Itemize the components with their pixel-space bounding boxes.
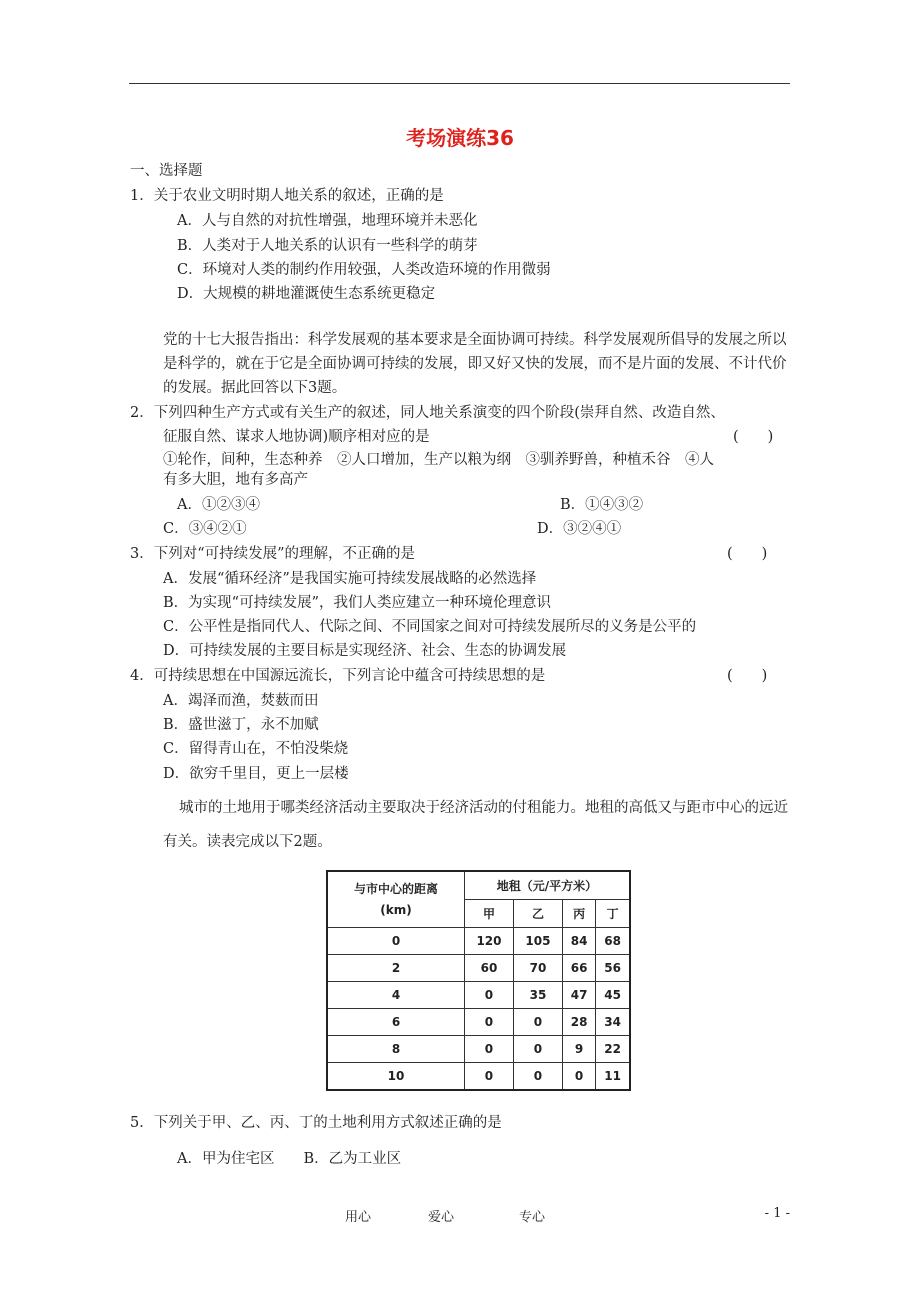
question-1-stem: 1．关于农业文明时期人地关系的叙述，正确的是 xyxy=(130,188,444,204)
header-jia: 甲 xyxy=(465,900,514,928)
question-4-option-b: B．盛世滋丁，永不加赋 xyxy=(163,717,319,733)
distance-cell: 2 xyxy=(327,955,465,982)
table-row xyxy=(327,1063,630,1091)
question-4-option-d: D．欲穷千里目，更上一层楼 xyxy=(163,766,349,782)
header-rule xyxy=(129,83,790,84)
question-2-items-line1: ①轮作，间种，生态种养 ②人口增加，生产以粮为纲 ③驯养野兽，种植禾谷 ④人 xyxy=(163,452,714,468)
rent-cell: 0 xyxy=(465,1036,514,1063)
question-1-option-b: B．人类对于人地关系的认识有一些科学的萌芽 xyxy=(177,238,478,254)
distance-header xyxy=(327,871,465,928)
distance-cell: 10 xyxy=(327,1063,465,1091)
rent-cell: 84 xyxy=(562,928,595,955)
question-2-option-a: A．①②③④ xyxy=(177,497,260,513)
rent-cell: 0 xyxy=(562,1063,595,1091)
question-3-option-d: D．可持续发展的主要目标是实现经济、社会、生态的协调发展 xyxy=(163,643,567,659)
distance-cell: 6 xyxy=(327,1009,465,1036)
rent-cell: 34 xyxy=(596,1009,630,1036)
distance-cell: 0 xyxy=(327,928,465,955)
header-bing: 丙 xyxy=(562,900,595,928)
document-title: 考场演练36 xyxy=(406,126,514,150)
question-2-stem-line1: 2．下列四种生产方式或有关生产的叙述，同人地关系演变的四个阶段(崇拜自然、改造自然、 xyxy=(130,405,725,421)
question-1-option-c: C．环境对人类的制约作用较强，人类改造环境的作用微弱 xyxy=(177,262,551,278)
rent-cell: 0 xyxy=(513,1063,562,1091)
rent-cell: 35 xyxy=(513,982,562,1009)
question-3-option-c: C．公平性是指同代人、代际之间、不同国家之间对可持续发展所尽的义务是公平的 xyxy=(163,619,697,635)
table-row xyxy=(327,955,630,982)
question-1-option-a: A．人与自然的对抗性增强，地理环境并未恶化 xyxy=(177,213,478,229)
page-number: - 1 - xyxy=(764,1206,790,1221)
distance-header-unit: (km) xyxy=(380,902,412,917)
rent-cell: 56 xyxy=(596,955,630,982)
section-heading: 一、选择题 xyxy=(130,163,203,179)
question-4-option-a: A．竭泽而渔，焚薮而田 xyxy=(163,693,319,709)
question-2-stem-line2: 征服自然、谋求人地协调)顺序相对应的是 xyxy=(163,429,430,445)
table-row xyxy=(327,982,630,1009)
header-ding: 丁 xyxy=(596,900,630,928)
rent-cell: 105 xyxy=(513,928,562,955)
question-4-stem: 4．可持续思想在中国源远流长，下列言论中蕴含可持续思想的是 xyxy=(130,668,546,684)
question-3-stem: 3．下列对“可持续发展”的理解，不正确的是 xyxy=(130,546,416,562)
rent-cell: 70 xyxy=(513,955,562,982)
question-1-option-d: D．大规模的耕地灌溉使生态系统更稳定 xyxy=(177,286,436,302)
land-rent-table xyxy=(326,870,631,1091)
rent-cell: 0 xyxy=(513,1036,562,1063)
rent-cell: 66 xyxy=(562,955,595,982)
distance-cell: 8 xyxy=(327,1036,465,1063)
rent-cell: 47 xyxy=(562,982,595,1009)
table-row xyxy=(327,1036,630,1063)
distance-cell: 4 xyxy=(327,982,465,1009)
rent-cell: 45 xyxy=(596,982,630,1009)
rent-group-header: 地租（元/平方米） xyxy=(465,871,631,900)
question-4-option-c: C．留得青山在，不怕没柴烧 xyxy=(163,741,349,757)
question-3-answer-blank: ( ) xyxy=(727,546,768,562)
question-2-option-c: C．③④②① xyxy=(163,521,247,537)
footer-item: 爱心 xyxy=(428,1210,455,1225)
rent-cell: 60 xyxy=(465,955,514,982)
rent-cell: 28 xyxy=(562,1009,595,1036)
rent-cell: 9 xyxy=(562,1036,595,1063)
table-row xyxy=(327,928,630,955)
rent-cell: 0 xyxy=(465,1009,514,1036)
footer-item: 专心 xyxy=(519,1210,546,1225)
rent-cell: 22 xyxy=(596,1036,630,1063)
footer-item: 用心 xyxy=(345,1210,372,1225)
question-2-answer-blank: ( ) xyxy=(733,429,774,445)
question-3-option-b: B．为实现“可持续发展”，我们人类应建立一种环境伦理意识 xyxy=(163,595,551,611)
rent-cell: 68 xyxy=(596,928,630,955)
table-row xyxy=(327,1009,630,1036)
rent-cell: 0 xyxy=(513,1009,562,1036)
question-2-items-line2: 有多大胆，地有多高产 xyxy=(163,472,308,488)
question-5-stem: 5．下列关于甲、乙、丙、丁的土地利用方式叙述正确的是 xyxy=(130,1115,502,1131)
question-3-option-a: A．发展“循环经济”是我国实施可持续发展战略的必然选择 xyxy=(163,571,537,587)
rent-cell: 0 xyxy=(465,1063,514,1091)
passage-land-rent: 城市的土地用于哪类经济活动主要取决于经济活动的付租能力。地租的高低又与距市中心的远近有关。读表完成以下2题。 xyxy=(163,800,788,850)
passage-scientific-development: 党的十七大报告指出：科学发展观的基本要求是全面协调可持续。科学发展观所倡导的发展之所以是科学的，就在于它是全面协调可持续的发展，即又好又快的发展，而不是片面的发展、不计代价的发展。据此回答以下3题。 xyxy=(163,332,787,396)
question-2-option-b: B．①④③② xyxy=(560,497,644,513)
question-5-options: A．甲为住宅区 B．乙为工业区 xyxy=(177,1151,402,1167)
distance-header-text: 与市中心的距离 xyxy=(353,881,438,896)
rent-cell: 11 xyxy=(596,1063,630,1091)
question-2-option-d: D．③②④① xyxy=(537,521,622,537)
question-4-answer-blank: ( ) xyxy=(727,668,768,684)
rent-cell: 120 xyxy=(465,928,514,955)
rent-cell: 0 xyxy=(465,982,514,1009)
header-yi: 乙 xyxy=(513,900,562,928)
